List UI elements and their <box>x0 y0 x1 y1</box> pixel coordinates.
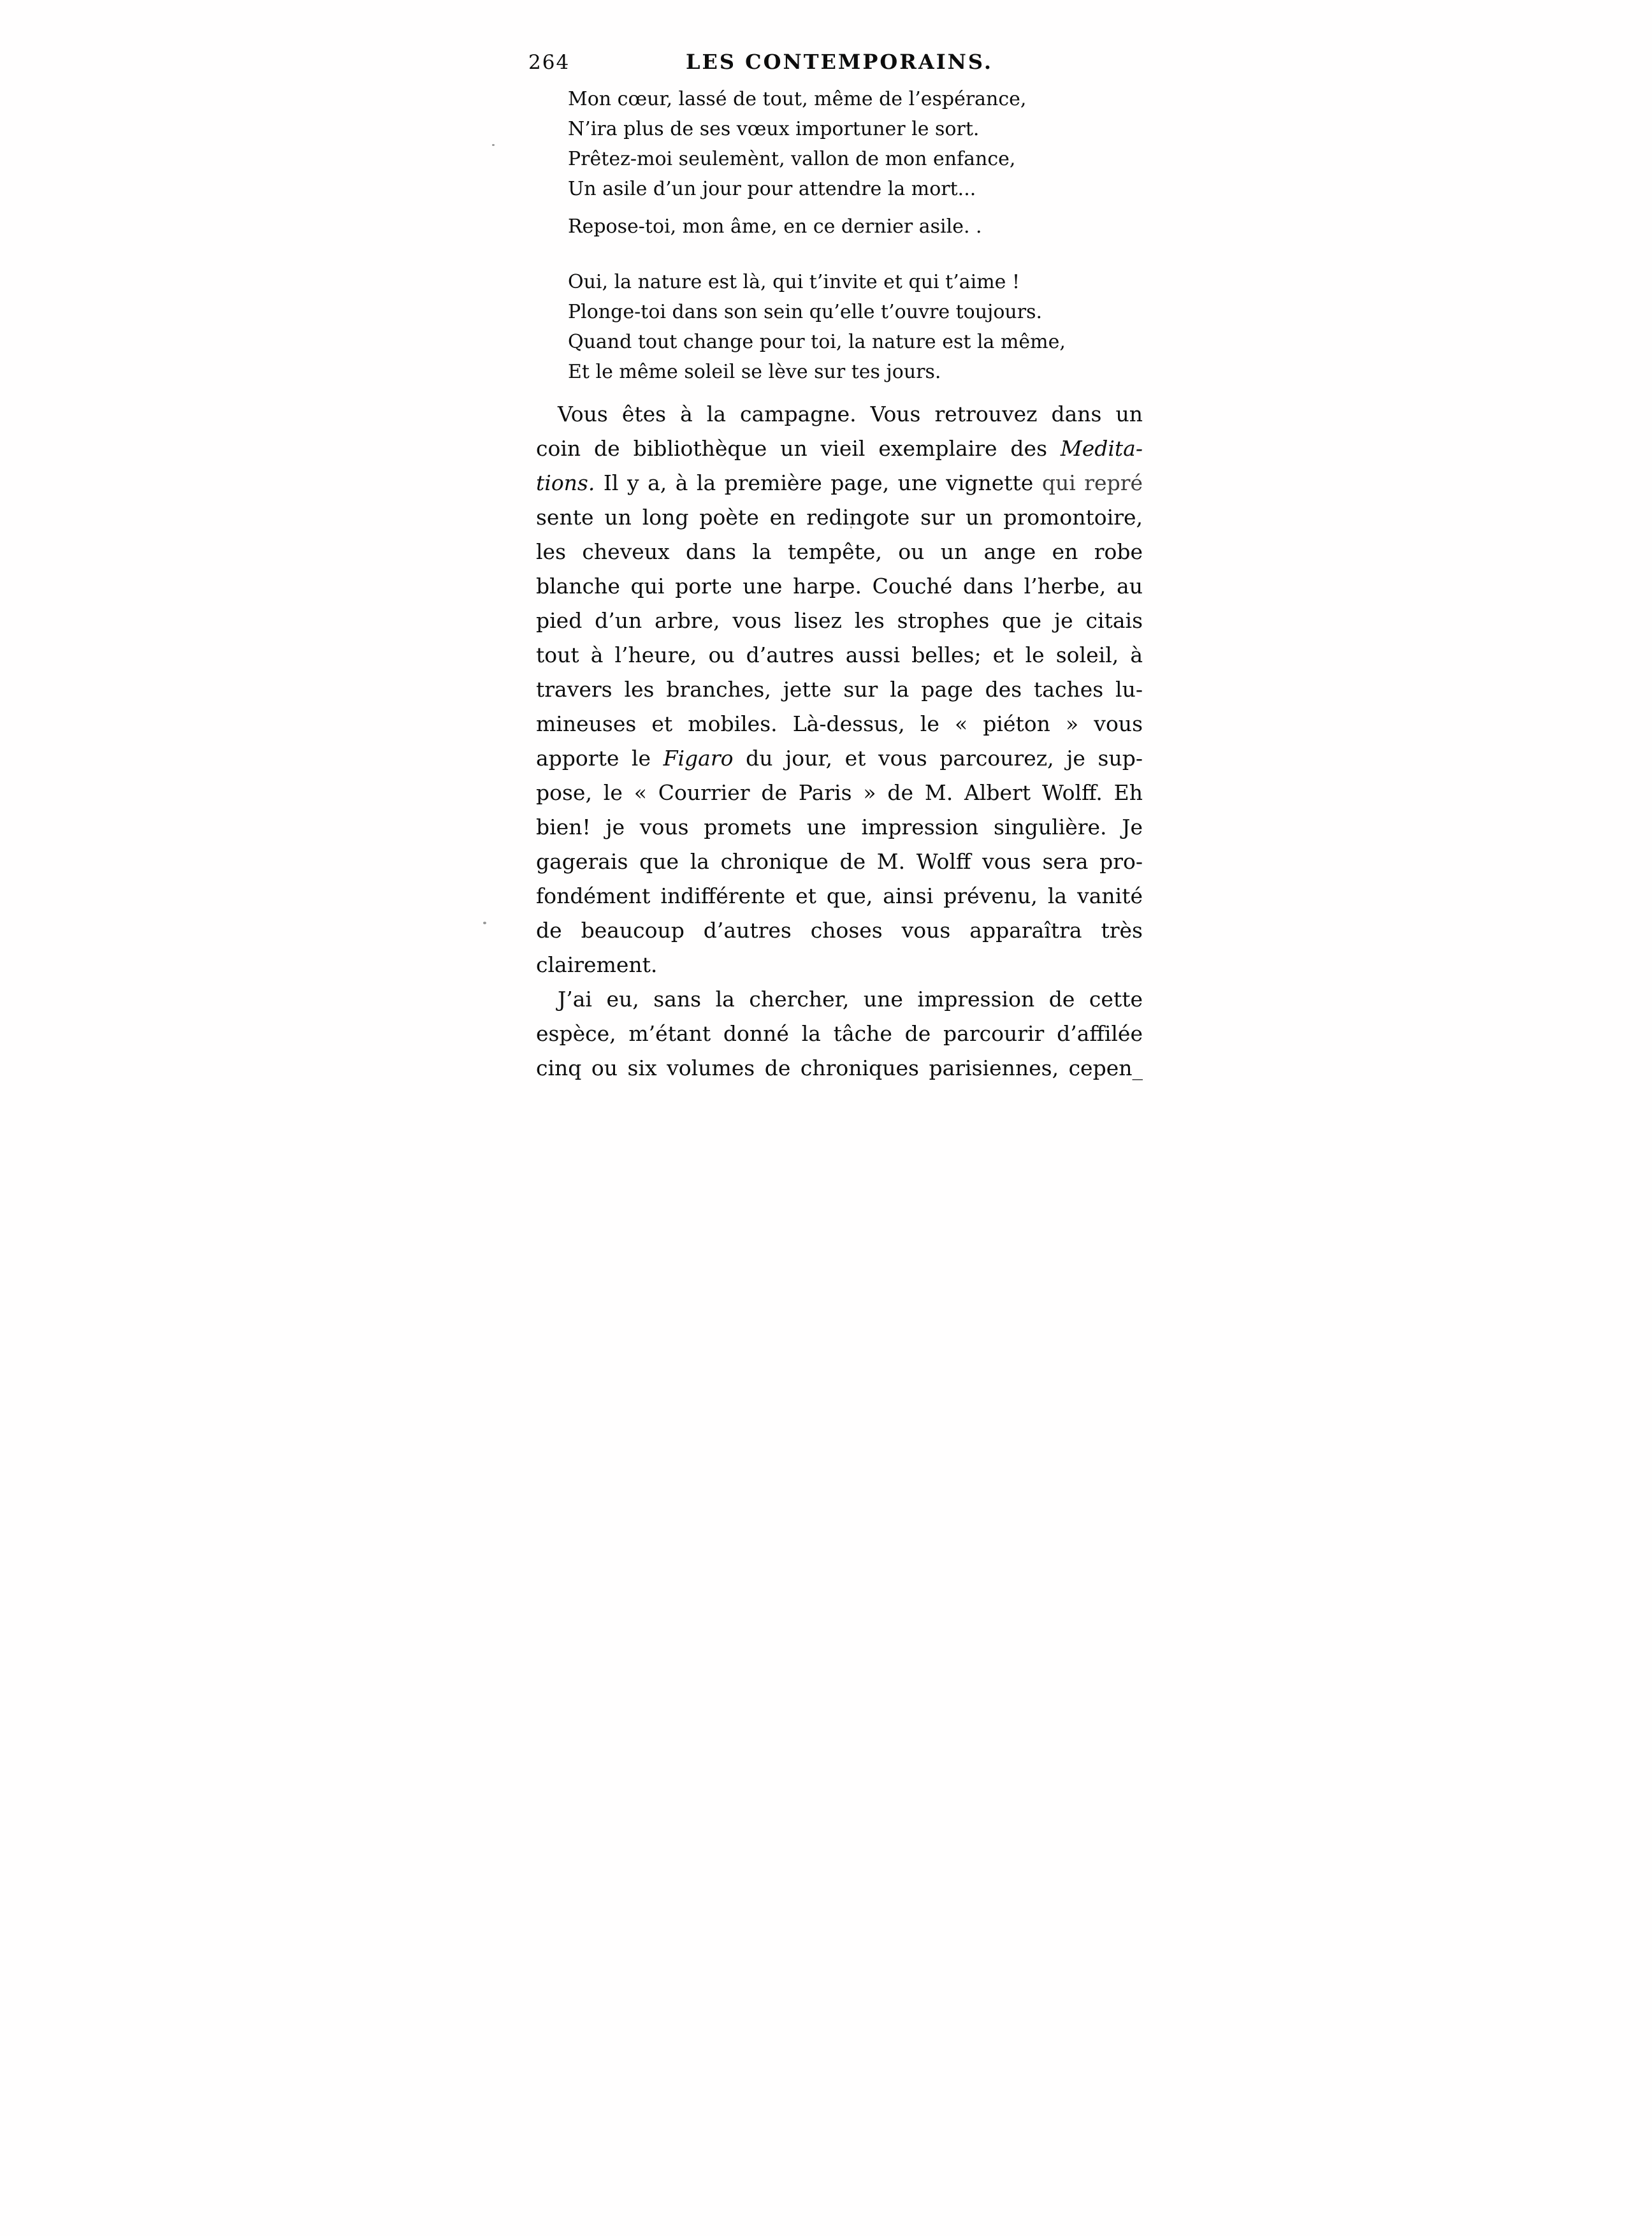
prose-line <box>536 845 1143 879</box>
text-block <box>528 32 1143 1085</box>
text-segment: mineuses et mobiles. Là-dessus, le « piéton » vous <box>536 711 1143 736</box>
paragraph <box>536 397 1143 982</box>
text-segment: _ <box>1132 1056 1143 1080</box>
prose-line <box>536 500 1143 535</box>
stanza <box>568 84 1143 204</box>
running-title: LES CONTEMPORAINS. <box>685 50 994 74</box>
text-segment: apporte le <box>536 746 663 771</box>
page-number: 264 <box>528 51 570 74</box>
text-segment: cinq ou six volumes de chroniques parisiennes, cepen <box>536 1056 1133 1080</box>
verse-line: Un asile d’un jour pour attendre la mort... <box>568 178 976 200</box>
prose-line <box>536 535 1143 569</box>
stanza <box>568 212 1143 242</box>
text-segment: sente un long poète en redingote sur un promontoire, <box>536 505 1143 530</box>
verse-line: Oui, la nature est là, qui t’invite et qui t’aime ! <box>568 271 1020 293</box>
prose-line <box>536 741 1143 776</box>
verse-line: Quand tout change pour toi, la nature est la même, <box>568 331 1066 353</box>
running-header <box>528 32 1143 78</box>
prose-line <box>536 776 1143 810</box>
text-segment: bien! je vous promets une impression singulière. Je <box>536 815 1143 839</box>
text-segment: pied d’un arbre, vous lisez les strophes que je citais <box>536 608 1143 633</box>
prose-line <box>536 569 1143 604</box>
text-segment: clairement. <box>536 952 658 977</box>
verse-line: Plonge-toi dans son sein qu’elle t’ouvre toujours. <box>568 301 1043 323</box>
verse-line: Repose-toi, mon âme, en ce dernier asile. . <box>568 215 982 238</box>
text-segment: coin de bibliothèque un vieil exemplaire des <box>536 436 1061 461</box>
prose-line <box>536 672 1143 707</box>
ink-speck <box>483 922 486 924</box>
text-segment: J’ai eu, sans la chercher, une impression de cette <box>558 987 1143 1012</box>
text-segment: travers les branches, jette sur la page des taches lu- <box>536 677 1143 702</box>
text-segment: du jour, et vous parcourez, je sup- <box>733 746 1143 771</box>
italic-text-segment: Figaro <box>663 746 734 771</box>
verse-line: Prêtez-moi seulemènt, vallon de mon enfance, <box>568 148 1016 170</box>
text-segment: qui repré <box>1041 470 1143 495</box>
prose-line <box>536 1051 1143 1085</box>
text-segment: pose, le « Courrier de Paris » de M. Albert Wolff. Eh <box>536 780 1143 805</box>
prose-line <box>536 604 1143 638</box>
verse-line: N’ira plus de ses vœux importuner le sort. <box>568 118 980 140</box>
prose-line <box>536 913 1143 948</box>
text-segment: gagerais que la chronique de M. Wolff vous sera pro- <box>536 849 1143 874</box>
prose-line <box>536 397 1143 432</box>
stanza <box>568 267 1143 387</box>
prose-line <box>536 466 1143 500</box>
prose-line <box>536 982 1143 1017</box>
prose-line <box>536 1017 1143 1051</box>
italic-text-segment: Medita- <box>1060 436 1143 461</box>
text-segment: Il y a, à la première page, une vignette <box>595 470 1042 495</box>
ink-speck <box>492 144 495 146</box>
verse-line: Et le même soleil se lève sur tes jours. <box>568 361 941 383</box>
text-segment: espèce, m’étant donné la tâche de parcourir d’affilée <box>536 1021 1143 1046</box>
prose-line <box>536 432 1143 466</box>
italic-text-segment: tions. <box>536 470 595 495</box>
body-text <box>536 397 1143 1085</box>
poem <box>568 84 1143 387</box>
paragraph <box>536 982 1143 1085</box>
verse-line: Mon cœur, lassé de tout, même de l’espérance, <box>568 88 1027 110</box>
text-segment: fondément indifférente et que, ainsi prévenu, la vanité <box>536 883 1143 908</box>
prose-line <box>536 948 1143 982</box>
prose-line <box>536 707 1143 741</box>
prose-line <box>536 879 1143 913</box>
text-segment: tout à l’heure, ou d’autres aussi belles; et le soleil, à <box>536 642 1143 667</box>
text-segment: les cheveux dans la tempête, ou un ange en robe <box>536 539 1143 564</box>
text-segment: Vous êtes à la campagne. Vous retrouvez dans un <box>558 402 1143 426</box>
text-segment: blanche qui porte une harpe. Couché dans l’herbe, au <box>536 574 1143 599</box>
prose-line <box>536 638 1143 672</box>
prose-line <box>536 810 1143 845</box>
text-segment: de beaucoup d’autres choses vous apparaîtra très <box>536 918 1143 943</box>
